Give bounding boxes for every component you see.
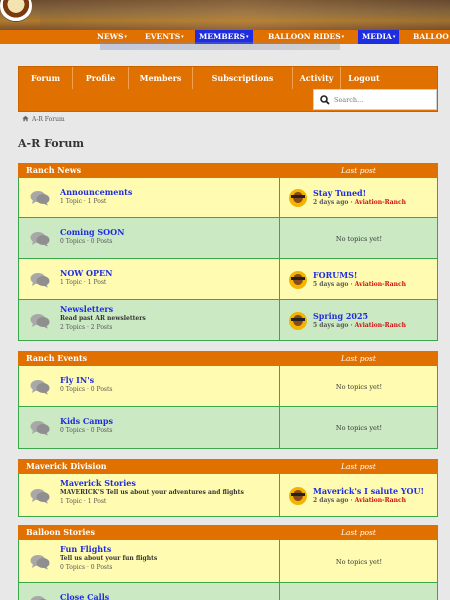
last-post-avatar[interactable]	[289, 312, 307, 330]
avatar-band	[291, 493, 305, 496]
last-post-author-link[interactable]: Aviation-Ranch	[354, 281, 407, 288]
no-topics-label: No topics yet!	[335, 558, 383, 566]
forum-description: Tell us about your fun flights	[60, 555, 158, 562]
tab-logout[interactable]: Logout	[348, 73, 380, 83]
nav-item-events[interactable]: EVENTS▾	[145, 32, 184, 41]
last-post-title-link[interactable]: Maverick's I salute YOU!	[313, 486, 424, 496]
site-header-banner	[0, 0, 450, 30]
no-topics-label: No topics yet!	[335, 235, 383, 243]
forum-description: MAVERICK'S Tell us about your adventures and flights	[60, 489, 244, 496]
forum-topic-icon	[30, 313, 50, 329]
forum-section	[18, 163, 438, 341]
last-post-title-link[interactable]: FORUMS!	[313, 270, 358, 280]
meta-separator: ·	[348, 281, 355, 288]
forum-topic-icon	[30, 595, 50, 600]
section-header	[18, 525, 438, 540]
forum-row[interactable]	[18, 218, 438, 259]
forum-stats: 1 Topic · 1 Post	[60, 498, 107, 505]
avatar-band	[291, 195, 305, 198]
section-title[interactable]: Balloon Stories	[26, 527, 95, 537]
search-input[interactable]	[334, 93, 432, 107]
forum-title-link[interactable]: Maverick Stories	[60, 478, 136, 488]
nav-item-balloon-overflow[interactable]: BALLOO	[413, 32, 449, 41]
last-post-avatar[interactable]	[289, 487, 307, 505]
tab-profile[interactable]: Profile	[73, 67, 129, 89]
forum-topic-icon	[30, 379, 50, 395]
forum-row[interactable]	[18, 407, 438, 449]
tab-forum[interactable]: Forum	[19, 67, 73, 89]
column-divider	[279, 474, 280, 516]
last-post-time[interactable]: 5 days ago	[313, 281, 349, 288]
forum-stats: 0 Topics · 0 Posts	[60, 564, 113, 571]
last-post-author-link[interactable]: Aviation-Ranch	[354, 199, 407, 206]
forum-section	[18, 525, 438, 600]
forum-row[interactable]	[18, 583, 438, 600]
last-post-header: Last post	[341, 166, 376, 175]
forum-title-link[interactable]: NOW OPEN	[60, 268, 113, 278]
nav-item-media[interactable]: MEDIA▾	[358, 30, 399, 44]
meta-separator: ·	[348, 497, 355, 504]
forum-search-box[interactable]	[313, 89, 437, 110]
last-post-meta	[313, 281, 406, 288]
section-title[interactable]: Ranch Events	[26, 353, 88, 363]
home-icon[interactable]	[22, 115, 29, 122]
header-background-image	[40, 0, 450, 30]
last-post-author-link[interactable]: Aviation-Ranch	[354, 497, 407, 504]
background-text-remnant	[100, 42, 340, 50]
forum-section	[18, 459, 438, 517]
forum-row[interactable]	[18, 178, 438, 218]
forum-description: Read past AR newsletters	[60, 315, 146, 322]
forum-row[interactable]	[18, 366, 438, 407]
forum-section	[18, 351, 438, 449]
forum-row[interactable]	[18, 540, 438, 583]
tab-subscriptions[interactable]: Subscriptions	[193, 67, 293, 89]
last-post-title-link[interactable]: Stay Tuned!	[313, 188, 367, 198]
section-title[interactable]: Maverick Division	[26, 461, 107, 471]
forum-stats: 1 Topic · 1 Post	[60, 279, 107, 286]
column-divider	[279, 583, 280, 600]
section-header	[18, 459, 438, 474]
last-post-meta	[313, 322, 406, 329]
no-topics-label: No topics yet!	[335, 424, 383, 432]
site-logo[interactable]	[0, 0, 32, 22]
forum-topic-icon	[30, 420, 50, 436]
last-post-time[interactable]: 2 days ago	[313, 199, 349, 206]
forum-stats: 2 Topics · 2 Posts	[60, 324, 113, 331]
forum-topic-icon	[30, 488, 50, 504]
avatar-band	[291, 318, 305, 321]
section-header	[18, 351, 438, 366]
breadcrumb	[22, 115, 65, 123]
forum-row[interactable]	[18, 300, 438, 341]
forum-title-link[interactable]: Announcements	[60, 187, 133, 197]
last-post-header: Last post	[341, 528, 376, 537]
last-post-time[interactable]: 2 days ago	[313, 497, 349, 504]
tab-activity[interactable]: Activity	[293, 67, 341, 89]
forum-title-link[interactable]: Fun Flights	[60, 544, 112, 554]
forum-title-link[interactable]: Coming SOON	[60, 227, 125, 237]
last-post-header: Last post	[341, 462, 376, 471]
last-post-time[interactable]: 5 days ago	[313, 322, 349, 329]
column-divider	[279, 300, 280, 340]
section-title[interactable]: Ranch News	[26, 165, 82, 175]
last-post-avatar[interactable]	[289, 271, 307, 289]
nav-item-news[interactable]: NEWS▾	[97, 32, 127, 41]
last-post-author-link[interactable]: Aviation-Ranch	[354, 322, 407, 329]
forum-topic-icon	[30, 231, 50, 247]
nav-item-balloon-rides[interactable]: BALLOON RIDES▾	[268, 32, 345, 41]
search-icon	[320, 95, 330, 105]
last-post-avatar[interactable]	[289, 189, 307, 207]
column-divider	[279, 259, 280, 299]
forum-topic-icon	[30, 190, 50, 206]
meta-separator: ·	[348, 322, 355, 329]
last-post-meta	[313, 199, 406, 206]
last-post-meta	[313, 497, 406, 504]
forum-stats: 0 Topics · 0 Posts	[60, 386, 113, 393]
last-post-header: Last post	[341, 354, 376, 363]
forum-title-link[interactable]: Newsletters	[60, 304, 114, 314]
forum-stats: 0 Topics · 0 Posts	[60, 238, 113, 245]
no-topics-label: No topics yet!	[335, 383, 383, 391]
breadcrumb-link[interactable]: A-R Forum	[32, 116, 65, 123]
section-header	[18, 163, 438, 178]
forum-row[interactable]	[18, 474, 438, 517]
forum-title-link[interactable]: Close Calls	[60, 592, 110, 600]
nav-item-members[interactable]: MEMBERS▾	[195, 30, 253, 44]
meta-separator: ·	[348, 199, 355, 206]
column-divider	[279, 178, 280, 217]
forum-topic-icon	[30, 272, 50, 288]
forum-row[interactable]	[18, 259, 438, 300]
avatar-band	[291, 277, 305, 280]
page-title: A-R Forum	[18, 137, 85, 150]
last-post-title-link[interactable]: Spring 2025	[313, 311, 369, 321]
forum-stats: 0 Topics · 0 Posts	[60, 427, 113, 434]
forum-stats: 1 Topic · 1 Post	[60, 198, 107, 205]
tab-members[interactable]: Members	[129, 67, 193, 89]
forum-topic-icon	[30, 554, 50, 570]
forum-title-link[interactable]: Kids Camps	[60, 416, 113, 426]
forum-title-link[interactable]: Fly IN's	[60, 375, 95, 385]
